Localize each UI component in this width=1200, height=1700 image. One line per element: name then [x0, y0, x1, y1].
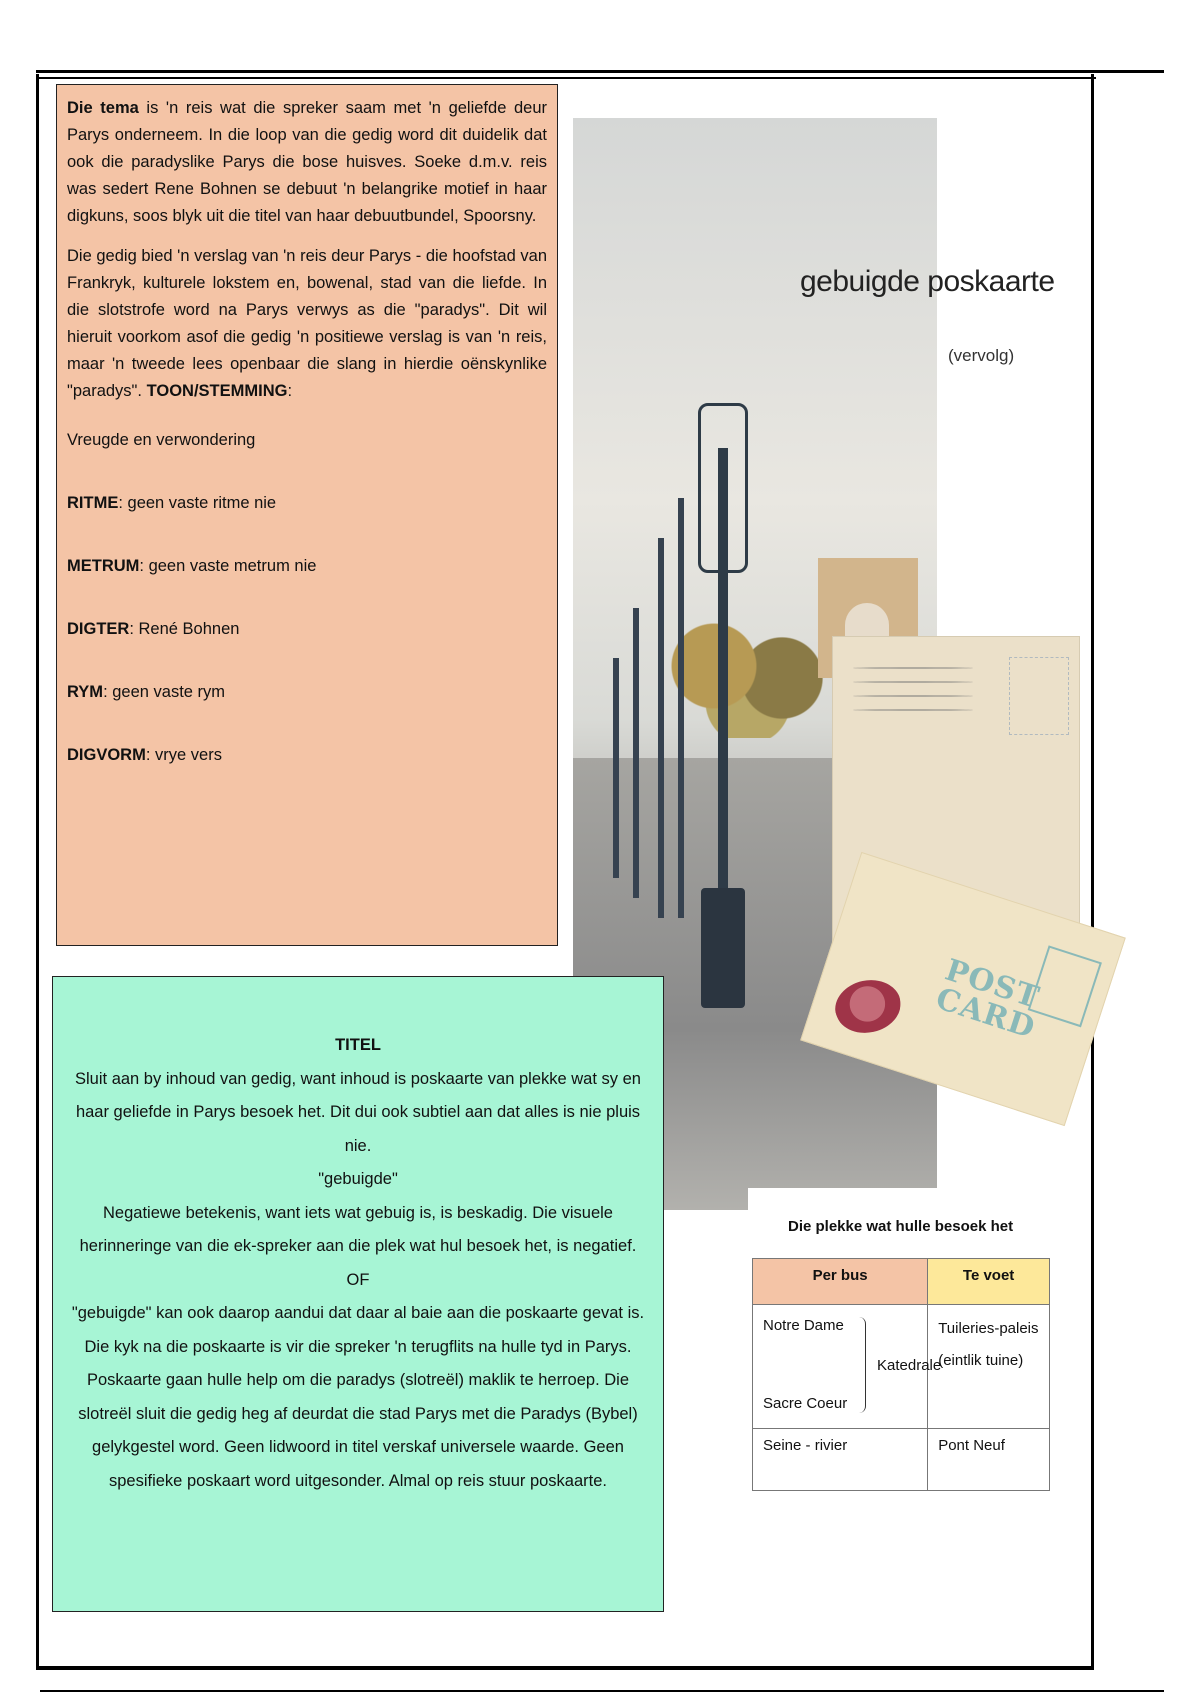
- lamppost-small: [658, 538, 664, 918]
- title-line-3: "gebuigde" kan ook daarop aandui dat daar al baie aan die poskaarte gevat is. Die kyk na die poskaarte is vir die spreker 'n terugflits na hulle tyd in Parys.: [71, 1304, 645, 1356]
- lamppost-base: [701, 888, 745, 1008]
- poet-value: : René Bohnen: [129, 620, 240, 638]
- lamppost-small: [678, 498, 684, 918]
- autumn-trees: [663, 618, 833, 738]
- report-text: Die gedig bied 'n verslag van 'n reis deur Parys - die hoofstad van Frankryk, kulturele lokstem en, bowenal, stad van die liefde. In die slotstrofe word na Parys verwys as die "paradys". Dit wil hieruit voorkom asof die gedig 'n positiewe verslag is van 'n reis, maar 'n tweede lees openbaar die slang in hierdie oënskynlike "paradys".: [67, 247, 547, 400]
- foot-cell: Pont Neuf: [928, 1429, 1050, 1491]
- top-rule: [36, 70, 1164, 73]
- theme-paragraph: [67, 95, 547, 230]
- postcard-word: POST CARD: [931, 952, 1044, 1047]
- poet-item: [67, 616, 547, 643]
- mood-text: Vreugde en verwondering: [67, 431, 256, 449]
- title-box: [52, 976, 664, 1612]
- table-header-row: [753, 1259, 1050, 1305]
- table-row: [753, 1305, 1050, 1429]
- postmark-wave: [853, 709, 973, 711]
- postmark-wave: [853, 681, 973, 683]
- rhythm-label: RITME: [67, 494, 119, 512]
- bus-group-label: Katedrale: [877, 1357, 942, 1374]
- foot-cell: Tuileries-paleis (eintlik tuine): [928, 1305, 1050, 1429]
- form-label: DIGVORM: [67, 746, 146, 764]
- form-value: : vrye vers: [145, 746, 222, 764]
- page-subtitle: (vervolg): [948, 346, 1015, 365]
- title-line-2: Negatiewe betekenis, want iets wat gebuig is, is beskadig. Die visuele herinneringe van die ek-spreker aan die plek wat hul besoek het, is negatief.: [79, 1203, 637, 1255]
- places-table: [752, 1258, 1050, 1491]
- page-title: gebuigde poskaarte: [800, 265, 1055, 298]
- bottom-rule: [40, 1690, 1164, 1692]
- title-line-1: Sluit aan by inhoud van gedig, want inhoud is poskaarte van plekke wat sy en haar geliefde in Parys besoek het. Dit dui ook subtiel aan dat alles is nie pluis nie.: [75, 1069, 641, 1155]
- rhyme-item: [67, 679, 547, 706]
- poet-label: DIGTER: [67, 620, 130, 638]
- lamppost-small: [613, 658, 619, 878]
- rhyme-label: RYM: [67, 683, 104, 701]
- meter-label: METRUM: [67, 557, 140, 575]
- column-header-bus: Per bus: [753, 1259, 928, 1305]
- tone-colon: :: [287, 382, 293, 400]
- title-quote: "gebuigde": [318, 1170, 398, 1188]
- table-row: [753, 1429, 1050, 1491]
- title-line-4: Poskaarte gaan hulle help om die paradys (slotreël) maklik te herroep. Die slotreël sluit die gedig heg af deurdat die stad Parys met die Paradys (Bybel) gelykgestel word. Geen lidwoord in titel verskaf universele waarde. Geen spesifieke poskaart word uitgesonder. Almal op reis stuur poskaarte.: [78, 1371, 638, 1490]
- rhythm-item: [67, 490, 547, 517]
- places-title: Die plekke wat hulle besoek het: [788, 1218, 1014, 1235]
- postmark-wave: [853, 695, 973, 697]
- lipstick-kiss-icon: [830, 974, 905, 1039]
- postmark-wave: [853, 667, 973, 669]
- meter-item: [67, 553, 547, 580]
- lamppost-small: [633, 608, 639, 898]
- meter-value: : geen vaste metrum nie: [139, 557, 317, 575]
- bus-place: Sacre Coeur: [763, 1395, 848, 1412]
- theme-box: [56, 84, 558, 946]
- bus-cell-inner: [763, 1313, 942, 1417]
- tone-label: TOON/STEMMING: [146, 382, 288, 400]
- rhyme-value: : geen vaste rym: [103, 683, 226, 701]
- bus-cell: Seine - rivier: [753, 1429, 928, 1491]
- report-paragraph: [67, 243, 547, 405]
- brace-icon: [859, 1317, 866, 1413]
- bus-cell: [753, 1305, 942, 1429]
- title-heading: TITEL: [335, 1036, 381, 1054]
- form-item: [67, 742, 547, 769]
- title-or: OF: [346, 1270, 370, 1289]
- rhythm-value: : geen vaste ritme nie: [118, 494, 277, 512]
- bus-place: Notre Dame: [763, 1317, 844, 1334]
- theme-text: is 'n reis wat die spreker saam met 'n geliefde deur Parys onderneem. In die loop van die gedig word dit duidelik dat ook die paradyslike Parys die bose huisves. Soeke d.m.v. reis was sedert Rene Bohnen se debuut 'n belangrike motief in haar digkuns, soos blyk uit die titel van haar debuutbundel, Spoorsny.: [67, 99, 547, 225]
- theme-label: Die tema: [67, 99, 139, 117]
- column-header-foot: Te voet: [928, 1259, 1050, 1305]
- stamp-outline: [1009, 657, 1069, 735]
